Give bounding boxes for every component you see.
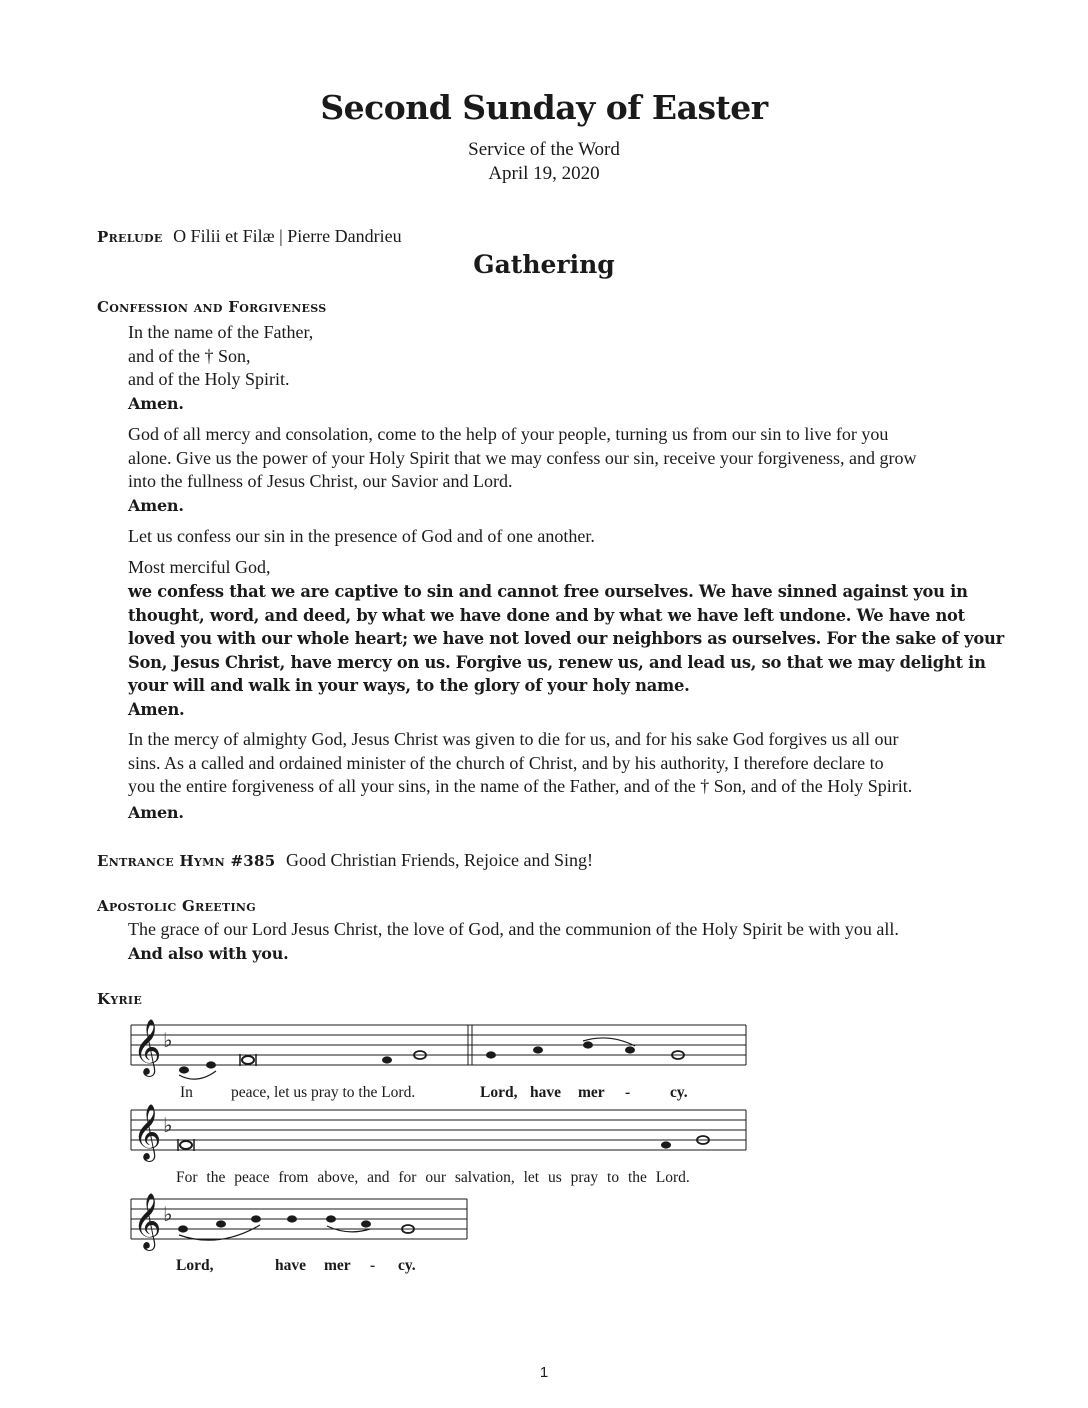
flat-sign-icon: ♭ — [163, 1028, 173, 1052]
absolution-line: you the entire forgiveness of all your sins, in the name of the Father, and of the † Son, and of the Holy Spirit. — [128, 776, 913, 796]
confession-line: we confess that we are captive to sin and cannot free ourselves. We have sinned against you in — [128, 582, 968, 601]
service-date: April 19, 2020 — [488, 163, 600, 184]
invocation-line: In the name of the Father, — [128, 322, 314, 342]
notes — [179, 1038, 684, 1079]
prayer-line: alone. Give us the power of your Holy Spirit that we may confess our sin, receive your forgiveness, and grow — [128, 447, 917, 468]
flat-sign-icon: ♭ — [163, 1113, 173, 1137]
treble-clef-icon: 𝄞 — [133, 1019, 162, 1075]
note — [251, 1215, 261, 1222]
confession-line: Son, Jesus Christ, have mercy on us. Forgive us, renew us, and lead us, so that we may delight in — [128, 652, 986, 672]
lyric: For the peace from above, and for our salvation, let us pray to the Lord. — [176, 1169, 690, 1186]
staff-lines — [131, 1199, 467, 1239]
staff-lines — [131, 1025, 746, 1065]
greeting-response: And also with you. — [128, 943, 289, 963]
page-number: 1 — [539, 1364, 549, 1381]
lyric: have — [530, 1084, 561, 1101]
lyric: Lord, — [176, 1257, 214, 1274]
note — [326, 1215, 336, 1222]
absolution-line: In the mercy of almighty God, Jesus Christ was given to die for us, and for his sake God forgives us all our — [128, 729, 899, 749]
note — [661, 1141, 671, 1148]
prayer-line: God of all mercy and consolation, come to the help of your people, turning us from our sin to live for you — [128, 424, 889, 444]
lyric: - — [370, 1257, 376, 1274]
invocation — [128, 321, 998, 415]
staff-lines — [131, 1110, 746, 1150]
confession-rubric: Confession and Forgiveness — [97, 298, 327, 316]
lyric: - — [625, 1084, 631, 1101]
page-title: Second Sunday of Easter — [320, 88, 768, 127]
entrance-hymn-line — [97, 850, 593, 871]
greeting — [128, 918, 998, 965]
amen-response: Amen. — [128, 699, 185, 719]
amen-response: Amen. — [128, 802, 184, 822]
opening-prayer — [128, 423, 998, 517]
note — [179, 1066, 189, 1073]
kyrie-rubric: Kyrie — [97, 990, 143, 1008]
service-subtitle: Service of the Word — [468, 139, 620, 160]
absolution — [128, 728, 998, 824]
entrance-hymn-title: Good Christian Friends, Rejoice and Sing! — [286, 850, 593, 870]
breve-note — [240, 1054, 256, 1066]
invitation-text — [128, 525, 998, 549]
note — [206, 1061, 216, 1068]
confession-line: thought, word, and deed, by what we have done and by what we have left undone. We have not — [128, 605, 965, 625]
lyric: mer — [324, 1257, 351, 1274]
greeting-text: The grace of our Lord Jesus Christ, the love of God, and the communion of the Holy Spirit be with you all. — [128, 919, 899, 939]
confession-prayer — [128, 580, 1008, 721]
amen-response: Amen. — [128, 495, 184, 515]
breve-note — [178, 1139, 194, 1151]
lyric: cy. — [670, 1084, 688, 1101]
confession-address — [128, 556, 998, 580]
note — [178, 1225, 188, 1232]
treble-clef-icon: 𝄞 — [133, 1104, 162, 1160]
confession-line: loved you with our whole heart; we have not loved our neighbors as ourselves. For the sake of your — [128, 629, 1004, 648]
prelude-rubric: Prelude — [97, 228, 163, 246]
invitation-line: Let us confess our sin in the presence of God and of one another. — [128, 526, 595, 546]
prelude-line — [97, 226, 402, 247]
prelude-text: O Filii et Filæ | Pierre Dandrieu — [173, 226, 402, 246]
kyrie-staff-3 — [125, 1185, 475, 1280]
greeting-rubric: Apostolic Greeting — [97, 897, 256, 915]
gathering-heading: Gathering — [473, 250, 615, 279]
note — [625, 1046, 635, 1053]
note — [382, 1056, 392, 1063]
kyrie-staff-1 — [125, 1005, 755, 1105]
lyric: cy. — [398, 1257, 416, 1274]
absolution-line: sins. As a called and ordained minister of the church of Christ, and by his authority, I therefore declare to — [128, 752, 884, 773]
note — [486, 1051, 496, 1058]
invocation-line: and of the Holy Spirit. — [128, 369, 290, 389]
note — [533, 1046, 543, 1053]
invocation-line: and of the † Son, — [128, 345, 251, 366]
note — [216, 1220, 226, 1227]
note — [361, 1220, 371, 1227]
entrance-hymn-rubric: Entrance Hymn #385 — [97, 852, 276, 870]
lyric: have — [275, 1257, 306, 1274]
confession-line: your will and walk in your ways, to the glory of your holy name. — [128, 676, 690, 695]
note — [583, 1041, 593, 1048]
lyric: mer — [578, 1084, 605, 1101]
treble-clef-icon: 𝄞 — [133, 1193, 162, 1249]
address-line: Most merciful God, — [128, 557, 271, 577]
lyric: In — [180, 1084, 193, 1101]
note — [287, 1215, 297, 1222]
lyric: Lord, — [480, 1084, 518, 1101]
lyric: peace, let us pray to the Lord. — [231, 1084, 416, 1101]
amen-response: Amen. — [128, 393, 184, 413]
flat-sign-icon: ♭ — [163, 1202, 173, 1226]
prayer-line: into the fullness of Jesus Christ, our Savior and Lord. — [128, 471, 513, 491]
kyrie-staff-2 — [125, 1098, 755, 1190]
